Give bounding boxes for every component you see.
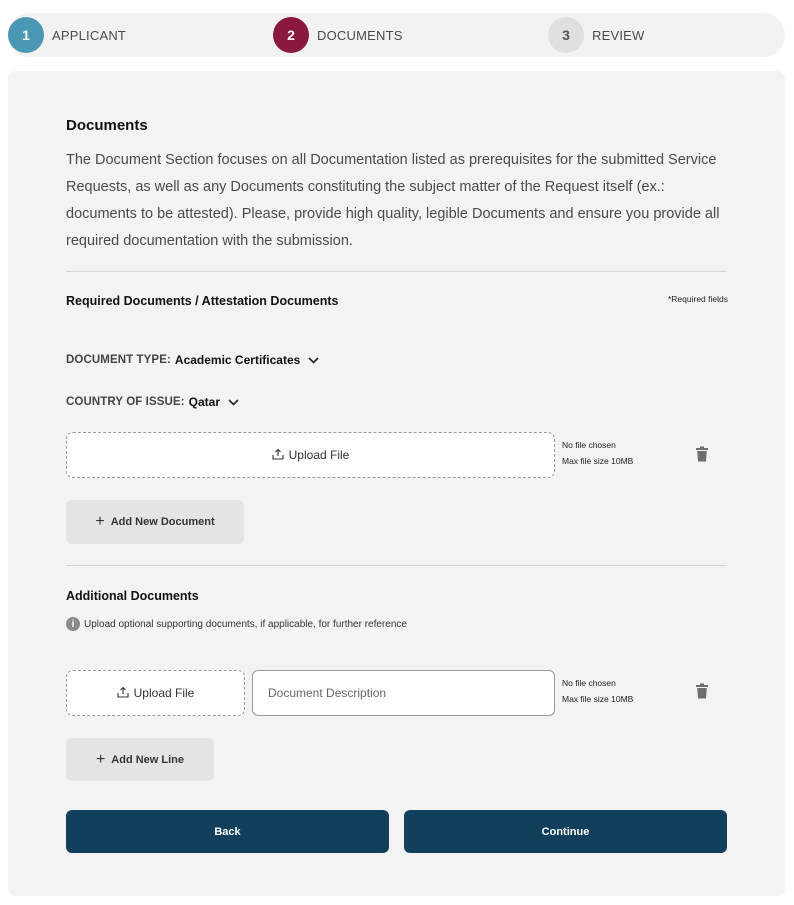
plus-icon: + xyxy=(95,750,106,768)
file-status: No file chosen xyxy=(562,678,616,688)
required-fields-note: *Required fields xyxy=(667,294,728,304)
trash-icon[interactable] xyxy=(695,683,709,699)
document-type-select[interactable] xyxy=(66,353,319,367)
max-file-size: Max file size 10MB xyxy=(562,694,634,704)
intro-text: The Document Section focuses on all Documentation listed as prerequisites for the submitted Service Requests, as well as any Documents constituting the subject matter of the Request itself (ex.: documents to be attested). Please, provide high quality, legible Documents and ensure you provide all required documentation with the submission. xyxy=(66,152,720,249)
step-number: 2 xyxy=(273,17,309,53)
step-number: 3 xyxy=(548,17,584,53)
additional-documents-heading: Additional Documents xyxy=(66,589,199,603)
document-description-input[interactable] xyxy=(252,670,555,716)
continue-button[interactable]: Continue xyxy=(404,810,727,853)
trash-icon[interactable] xyxy=(695,446,709,462)
add-new-line-button[interactable] xyxy=(66,738,214,781)
back-button[interactable]: Back xyxy=(66,810,389,853)
step-number: 1 xyxy=(8,17,44,53)
plus-icon: + xyxy=(95,513,105,530)
add-new-line-label: Add New Line xyxy=(111,753,185,766)
step-label: REVIEW xyxy=(592,27,645,43)
upload-file-button[interactable] xyxy=(66,432,555,478)
upload-label: Upload File xyxy=(288,448,350,462)
upload-file-button[interactable] xyxy=(66,670,245,716)
document-type-label: DOCUMENT TYPE: xyxy=(66,354,171,366)
file-status: No file chosen xyxy=(562,440,616,450)
required-documents-heading: Required Documents / Attestation Documents xyxy=(66,294,339,308)
file-info xyxy=(562,437,633,469)
file-info xyxy=(562,675,633,707)
step-label: DOCUMENTS xyxy=(317,27,403,43)
add-new-document-label: Add New Document xyxy=(110,516,215,528)
documents-card xyxy=(8,71,785,896)
document-type-value: Academic Certificates xyxy=(174,353,301,367)
upload-icon xyxy=(117,686,134,701)
step-review[interactable] xyxy=(548,17,644,53)
page-title: Documents xyxy=(66,117,148,134)
upload-icon xyxy=(272,448,289,463)
upload-label: Upload File xyxy=(133,686,195,700)
additional-documents-hint xyxy=(66,617,407,631)
max-file-size: Max file size 10MB xyxy=(562,456,634,466)
divider xyxy=(66,271,727,272)
chevron-down-icon xyxy=(228,399,239,406)
add-new-document-button[interactable] xyxy=(66,500,244,544)
chevron-down-icon xyxy=(308,357,319,364)
country-of-issue-select[interactable] xyxy=(66,395,239,409)
info-icon: i xyxy=(66,617,80,631)
country-value: Qatar xyxy=(188,395,220,409)
step-applicant[interactable] xyxy=(8,17,126,53)
country-label: COUNTRY OF ISSUE: xyxy=(66,396,185,408)
divider xyxy=(66,565,727,566)
progress-stepper xyxy=(8,13,785,57)
hint-text: Upload optional supporting documents, if applicable, for further reference xyxy=(84,618,407,630)
step-label: APPLICANT xyxy=(52,27,127,43)
step-documents[interactable] xyxy=(273,17,403,53)
